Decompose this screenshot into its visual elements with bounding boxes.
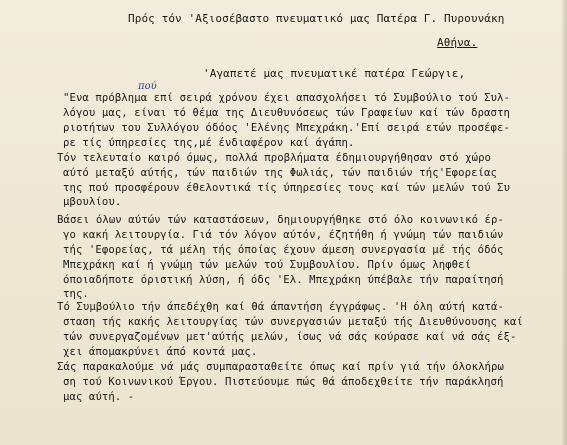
recipient-address-line: Πρός τόν 'Αξιοσέβαστο πνευματικό μας Πατέρα Γ. Πυρουνάκη xyxy=(128,12,505,25)
body-line-12: Μπεχράκη καί ή γνώμη τών μελών τού Συμβουλίου. Πρίν όμως ληφθεί xyxy=(63,259,472,271)
body-line-4: ρε τίς ύπηρεσίες της,μέ ένδιαφέρον καί άγάπη. xyxy=(63,137,355,149)
salutation: 'Αγαπετέ μας πνευματικέ πατέρα Γεώργιε, xyxy=(203,67,466,80)
body-line-2: λόγου μας, είναι τό θέμα της Διευθυνόσεως τών Γραφείων καί τών δραστη xyxy=(63,107,510,119)
body-line-17: τών συνεργαζομένων μετ'αύτής μελών, ίσως νά σάς κούρασε καί νά σάς έξ- xyxy=(63,331,517,343)
body-line-21: μας αύτή. - xyxy=(63,391,135,403)
body-line-20: ση τού Κοινωνικού Έργου. Πιστεύουμε πώς θά άποδεχθείτε τήν παράκλησή xyxy=(63,376,504,388)
body-line-15: Τό Συμβούλιο τήν άπεδέχθη καί θά άπαντήση έγγράφως. 'Η όλη αύτή κατά- xyxy=(57,301,504,313)
body-line-14: της. xyxy=(63,288,89,300)
body-line-5: Τόν τελευταίο καιρό όμως, πολλά προβλήματα έδημιουργήθησαν στό χώρο xyxy=(57,152,492,164)
handwritten-insertion: πού xyxy=(138,81,157,92)
body-line-19: Σάς παρακαλούμε νά μάς συμπαρασταθείτε όπως καί πρίν γιά τήν όλοκλήρω xyxy=(57,361,504,373)
body-line-3: ριοτήτων του Συλλόγου όδόος 'Ελένης Μπεχράκη.'Επί σειρά ετών προσέφε- xyxy=(63,122,510,134)
body-line-11: τής 'Εφορείας, τά μέλη τής όποίας έχουν άμεση συνεργασία μέ τής όδός xyxy=(63,244,504,256)
body-line-10: γο κακή λειτουργία. Γιά τόν λόγον αύτόν, έζητήθη ή γνώμη τών παιδιών xyxy=(63,229,504,241)
body-line-16: σταση τής κακής λειτουργίας τών συνεργασιών μεταξύ τής Διευθύνουσης καί xyxy=(63,316,523,328)
body-line-1: "Ενα πρόβλημα επί σειρά χρόνου έχει απασχολήσει τό Συμβούλιο τού Συλ- xyxy=(63,92,510,104)
body-line-9: Βάσει όλων αύτών τών καταστάσεων, δημιουργήθηκε στό όλο κοινωνικό έρ- xyxy=(57,214,504,226)
body-line-18: χει άπομακρύνει άπό κοντά μας. xyxy=(63,346,258,358)
body-line-6: αύτό μεταξύ αύτής, τών παιδιών της Φωλιάς, τών παιδιών τής'Εφορείας xyxy=(63,167,498,179)
body-line-8: μβουλίου. xyxy=(63,196,122,208)
body-line-13: όποιαδήποτε όριστική λύση, ή όδς 'Ελ. Μπεχράκη ύπέβαλε τήν παραίτησή xyxy=(63,274,504,286)
paper-edge-shadow xyxy=(561,0,567,445)
body-line-7: της πού προσφέρουν έθελοντικά τίς ύπηρεσίες τους καί τών μελών τού Συ xyxy=(63,182,510,194)
recipient-city: Αθήνα. xyxy=(437,36,478,49)
